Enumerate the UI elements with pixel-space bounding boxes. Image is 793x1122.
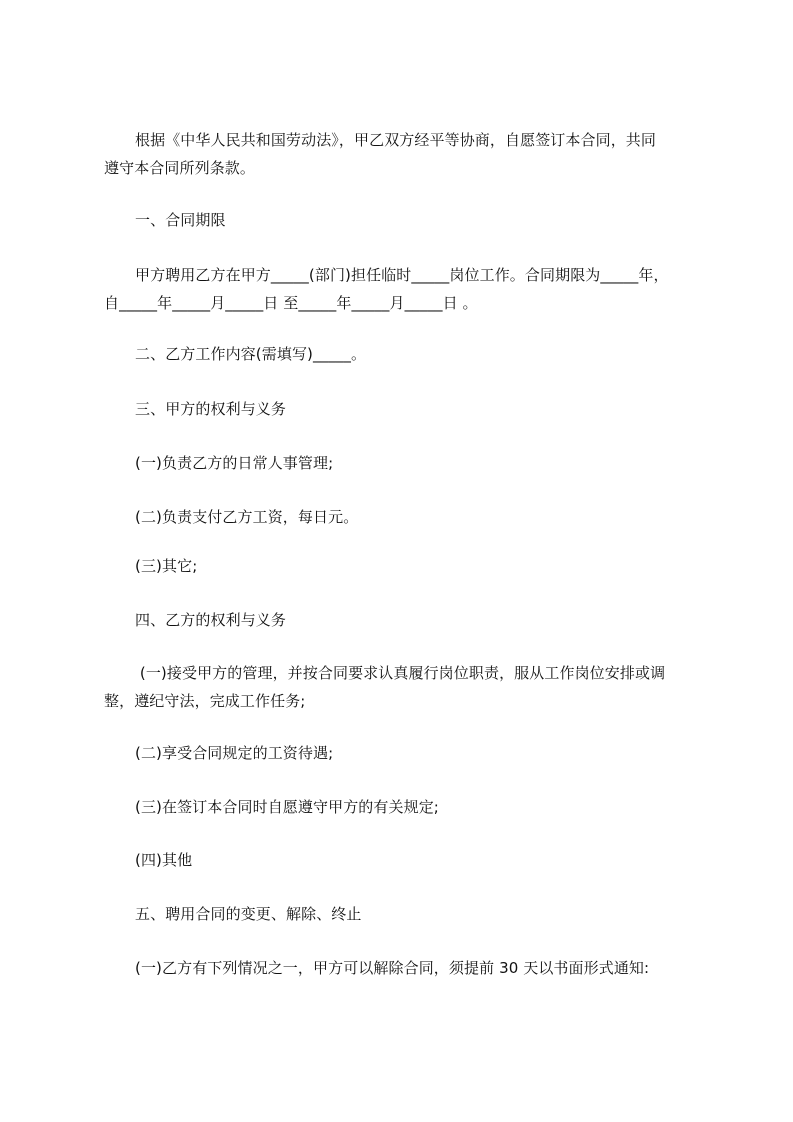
section-3-heading-text: 三、甲方的权利与义务 [135, 400, 287, 418]
section-4-heading-text: 四、乙方的权利与义务 [135, 611, 287, 629]
section-2-heading-text: 二、乙方工作内容(需填写)_____。 [135, 345, 367, 363]
intro-line-2: 遵守本合同所列条款。 [104, 159, 256, 177]
section-1-line-1: 甲方聘用乙方在甲方_____(部门)担任临时_____岗位工作。合同期限为_____年， [135, 266, 669, 284]
section-3-item-1 [104, 449, 704, 477]
section-3-item-3 [104, 552, 704, 580]
section-1-line-2: 自_____年_____月_____日 至_____年_____月_____日 。 [104, 294, 478, 312]
intro-paragraph [104, 126, 704, 182]
section-4-item-2 [104, 739, 704, 767]
section-4-heading [104, 606, 704, 634]
section-4-item-3-text: (三)在签订本合同时自愿遵守甲方的有关规定; [135, 798, 439, 816]
section-4-item-4-text: (四)其他 [135, 851, 193, 869]
section-4-item-1 [104, 659, 704, 715]
section-1-heading [104, 206, 704, 234]
section-3-heading [104, 395, 704, 423]
section-5-item-1 [104, 954, 704, 982]
section-3-item-1-text: (一)负责乙方的日常人事管理; [135, 454, 334, 472]
section-3-item-3-text: (三)其它; [135, 557, 198, 575]
section-4-item-3 [104, 793, 704, 821]
section-5-heading [104, 900, 704, 928]
section-3-item-2 [104, 503, 704, 531]
section-3-item-2-text: (二)负责支付乙方工资，每日元。 [135, 508, 359, 526]
section-4-item-2-text: (二)享受合同规定的工资待遇; [135, 744, 334, 762]
intro-line-1: 根据《中华人民共和国劳动法》，甲乙双方经平等协商，自愿签订本合同，共同 [135, 131, 657, 149]
section-5-heading-text: 五、聘用合同的变更、解除、终止 [135, 905, 362, 923]
section-1-heading-text: 一、合同期限 [135, 211, 226, 229]
section-2-heading [104, 340, 704, 368]
section-1-body [104, 261, 704, 317]
section-4-item-1-line-2: 整，遵纪守法，完成工作任务; [104, 692, 306, 710]
section-5-item-1-text: (一)乙方有下列情况之一，甲方可以解除合同，须提前 30 天以书面形式通知: [135, 959, 650, 977]
section-4-item-1-line-1: (一)接受甲方的管理，并按合同要求认真履行岗位职责，服从工作岗位安排或调 [135, 664, 666, 682]
section-4-item-4 [104, 846, 704, 874]
